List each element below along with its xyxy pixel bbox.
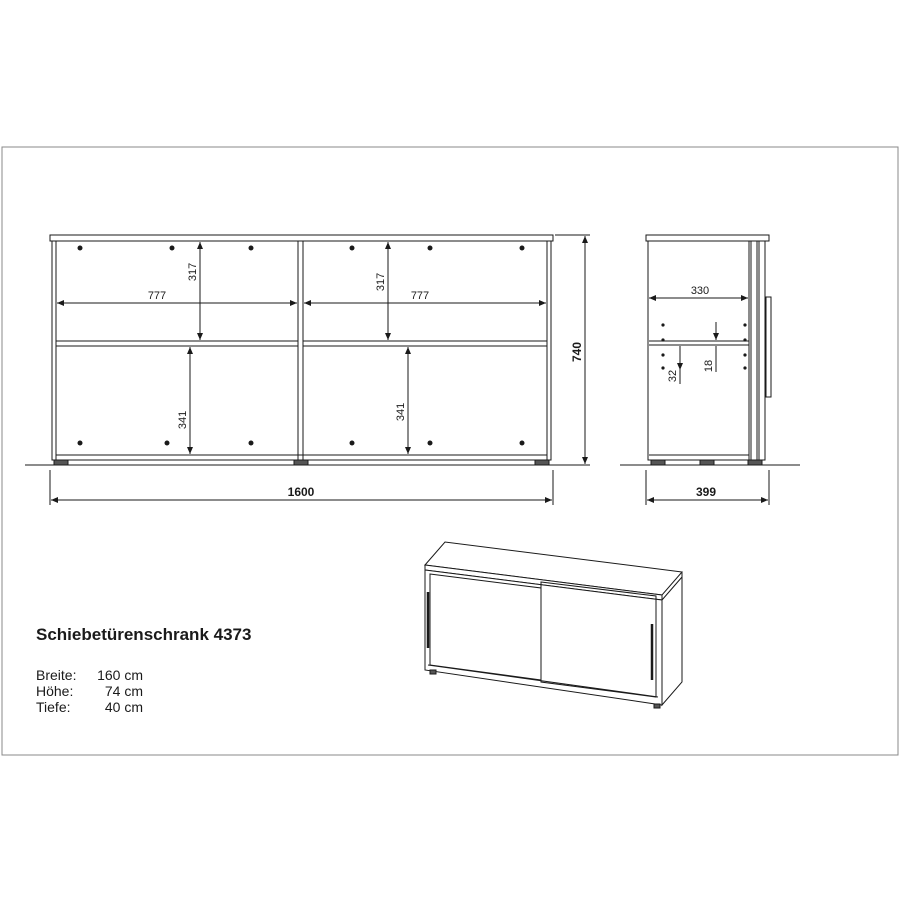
side-foot <box>700 460 714 465</box>
fitting-dot <box>428 246 433 251</box>
spec-label-breite: Breite: <box>36 667 77 683</box>
dim-label-330: 330 <box>690 285 710 297</box>
fitting-dot <box>78 246 83 251</box>
fitting-dot <box>170 246 175 251</box>
spec-value-hoehe: 74 cm <box>104 683 143 699</box>
shelf-left <box>56 341 298 346</box>
dim-label-317-left: 317 <box>187 262 199 282</box>
shelf-hole <box>743 366 746 369</box>
perspective-view <box>425 542 682 708</box>
fitting-dot <box>520 441 525 446</box>
shelf-hole <box>661 366 664 369</box>
dim-label-341-left: 341 <box>177 410 189 430</box>
fitting-dot <box>520 246 525 251</box>
side-top-board <box>646 235 769 241</box>
shelf-hole <box>661 353 664 356</box>
front-dimension-labels <box>148 263 584 499</box>
door-rail-inner <box>759 241 765 460</box>
shelf-hole <box>661 338 664 341</box>
front-view <box>25 235 578 465</box>
dim-label-18: 18 <box>703 359 715 373</box>
foot-left <box>54 460 68 465</box>
perspective-foot <box>430 670 436 674</box>
fitting-dot <box>249 246 254 251</box>
side-dimension-labels <box>667 285 716 499</box>
cabinet-carcass <box>52 241 551 460</box>
door-handle <box>766 297 771 397</box>
dim-label-341-right: 341 <box>395 402 407 422</box>
side-carcass <box>648 241 749 460</box>
title-block <box>36 625 251 715</box>
cabinet-top-board <box>50 235 553 241</box>
shelf-hole <box>743 353 746 356</box>
dim-label-777-right: 777 <box>410 290 430 302</box>
spec-label-hoehe: Höhe: <box>36 683 74 699</box>
spec-value-tiefe: 40 cm <box>104 699 143 715</box>
perspective-right-side <box>662 577 682 705</box>
dim-label-1600: 1600 <box>287 485 315 499</box>
perspective-foot <box>654 704 660 708</box>
fitting-dot <box>165 441 170 446</box>
spec-label-tiefe: Tiefe: <box>36 699 71 715</box>
foot-middle <box>294 460 308 465</box>
shelf-right <box>303 341 547 346</box>
door-rail-outer <box>751 241 757 460</box>
dim-label-740: 740 <box>570 341 584 363</box>
side-foot <box>748 460 762 465</box>
dim-label-317-right: 317 <box>375 272 387 292</box>
fitting-dot <box>78 441 83 446</box>
shelf-hole <box>743 323 746 326</box>
side-foot <box>651 460 665 465</box>
fitting-dot <box>350 441 355 446</box>
shelf-hole <box>661 323 664 326</box>
fitting-dot <box>249 441 254 446</box>
dim-label-32: 32 <box>667 369 679 383</box>
side-view <box>620 235 800 465</box>
dim-label-777-left: 777 <box>147 290 167 302</box>
fitting-dot <box>428 441 433 446</box>
fitting-dot <box>350 246 355 251</box>
shelf-hole <box>743 338 746 341</box>
product-title: Schiebetürenschrank 4373 <box>36 625 252 644</box>
dim-label-399: 399 <box>695 485 717 499</box>
spec-value-breite: 160 cm <box>97 667 143 683</box>
foot-right <box>535 460 549 465</box>
